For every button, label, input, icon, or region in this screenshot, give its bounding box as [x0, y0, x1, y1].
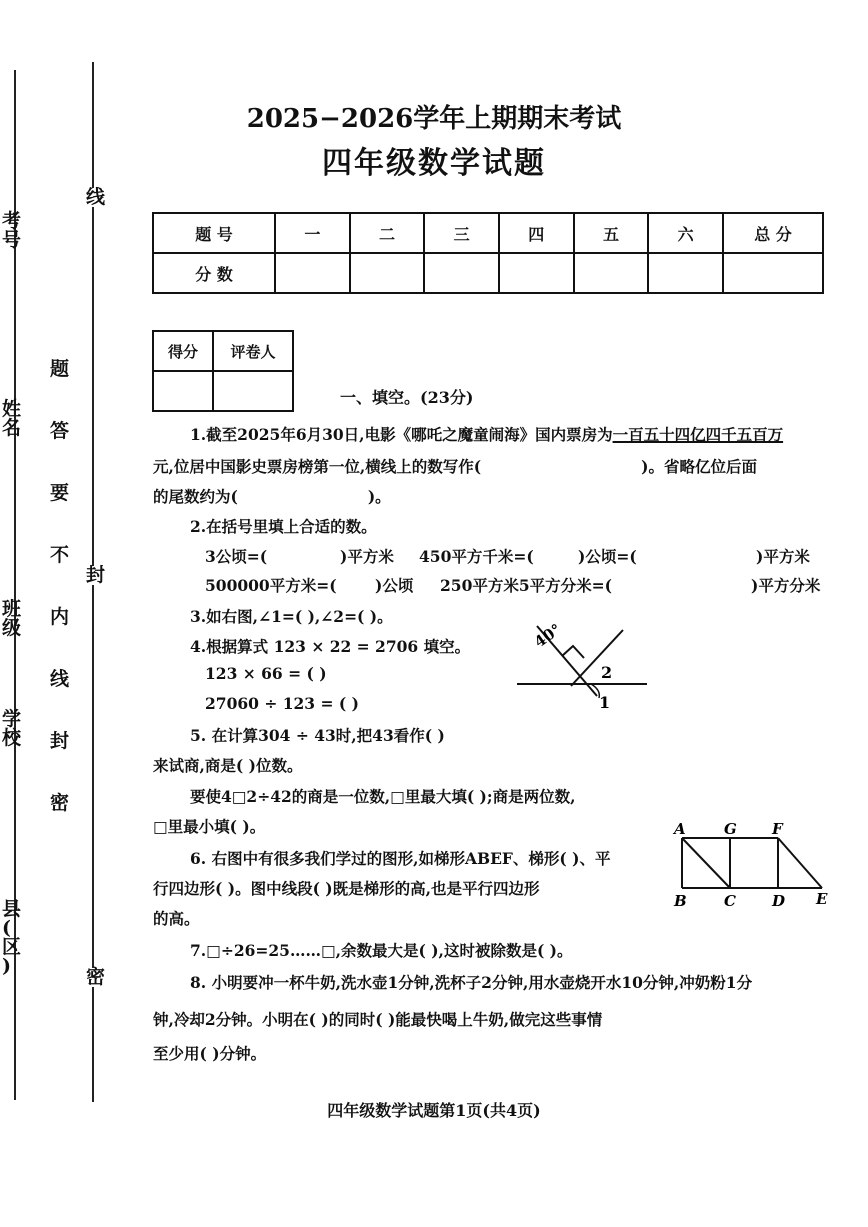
question-5-line-1: 5. 在计算304 ÷ 43时,把43看作( )	[190, 726, 445, 745]
score-header-cell: 六	[648, 213, 723, 253]
seal-word-seal: 封	[86, 564, 106, 586]
q2-item: 250平方米5平方分米=(	[440, 576, 612, 595]
seal-word-line: 线	[86, 186, 106, 208]
score-header-cell: 五	[574, 213, 649, 253]
question-6-line-2: 行四边形( )。图中线段( )既是梯形的高,也是平行四边形	[153, 879, 540, 898]
grader-input-row	[153, 371, 293, 411]
question-1-line-1	[190, 423, 783, 445]
point-label-D: D	[772, 892, 786, 910]
score-cell[interactable]	[648, 253, 723, 293]
q1-underlined-number: 一百五十四亿四千五百万	[612, 425, 784, 444]
notice-char: 封	[50, 730, 70, 752]
question-3: 3.如右图,∠1=( ),∠2=( )。	[190, 607, 393, 626]
score-cell[interactable]	[275, 253, 350, 293]
point-label-B: B	[674, 892, 687, 910]
q2-item: 500000平方米=(	[205, 576, 337, 595]
q2-item: )平方米	[340, 547, 394, 566]
margin-label-class: 班 级	[2, 598, 22, 639]
q1-text-e: )。	[367, 487, 391, 506]
notice-char: 不	[50, 544, 70, 566]
question-4-stem: 4.根据算式 123 × 22 = 2706 填空。	[190, 637, 471, 656]
score-header-cell: 总 分	[723, 213, 823, 253]
margin-label-name: 姓 名	[2, 398, 22, 439]
score-cell[interactable]	[350, 253, 425, 293]
q1-text-a: 1.截至2025年6月30日,电影《哪吒之魔童闹海》国内票房为	[190, 425, 613, 444]
question-1-line-3	[153, 485, 391, 507]
score-header-cell: 四	[499, 213, 574, 253]
grader-box	[152, 330, 294, 412]
q2-item: )公顷=(	[578, 547, 637, 566]
q1-text-c: )。省略亿位后面	[641, 457, 757, 476]
grader-score-cell[interactable]	[153, 371, 213, 411]
q2-item: 450平方千米=(	[419, 547, 534, 566]
question-8-line-2: 钟,冷却2分钟。小明在( )的同时( )能最快喝上牛奶,做完这些事情	[153, 1010, 603, 1029]
score-table-score-row	[153, 253, 823, 293]
score-cell[interactable]	[499, 253, 574, 293]
question-6-line-1: 6. 右图中有很多我们学过的图形,如梯形ABEF、梯形( )、平	[190, 849, 611, 868]
q2-item: )平方分米	[751, 576, 821, 595]
notice-char: 内	[50, 606, 70, 628]
score-header-cell: 三	[424, 213, 499, 253]
q2-item: 3公顷=(	[205, 547, 268, 566]
seal-word-secret: 密	[86, 966, 106, 988]
question-5-line-3: 要使4□2÷42的商是一位数,□里最大填( );商是两位数,	[190, 787, 576, 806]
question-4-a: 123 × 66 = ( )	[205, 664, 327, 683]
angle-label-40: 40°	[530, 620, 565, 652]
margin-label-exam-number: 考 号	[2, 210, 22, 251]
question-8-line-3: 至少用( )分钟。	[153, 1044, 267, 1063]
score-row-label: 分 数	[153, 253, 275, 293]
grader-header-score: 得分	[153, 331, 213, 371]
notice-char: 题	[50, 358, 70, 380]
score-cell[interactable]	[723, 253, 823, 293]
q2-item: )平方米	[756, 547, 810, 566]
grader-name-cell[interactable]	[213, 371, 293, 411]
page-footer: 四年级数学试题第1页(共4页)	[327, 1101, 541, 1120]
angle-slanted-line-b	[571, 630, 623, 686]
exam-title: 2025−2026学年上期期末考试	[246, 104, 622, 134]
grader-header-row	[153, 331, 293, 371]
question-1-line-2	[153, 455, 757, 477]
point-label-E: E	[816, 890, 828, 908]
score-table-header-row	[153, 213, 823, 253]
section-title: 一、填空。(23分)	[340, 388, 474, 407]
notice-char: 要	[50, 482, 70, 504]
question-7: 7.□÷26=25……□,余数最大是( ),这时被除数是( )。	[190, 941, 573, 960]
score-header-cell: 一	[275, 213, 350, 253]
grader-header-grader: 评卷人	[213, 331, 293, 371]
point-label-G: G	[724, 820, 737, 838]
right-angle-mark	[562, 646, 584, 658]
point-label-A: A	[674, 820, 686, 838]
angle-figure	[515, 620, 650, 710]
score-header-cell: 题 号	[153, 213, 275, 253]
question-5-line-4: □里最小填( )。	[153, 817, 266, 836]
question-8-line-1: 8. 小明要冲一杯牛奶,洗水壶1分钟,洗杯子2分钟,用水壶烧开水10分钟,冲奶粉1分	[190, 973, 753, 992]
score-header-cell: 二	[350, 213, 425, 253]
point-label-F: F	[772, 820, 783, 838]
point-label-C: C	[724, 892, 736, 910]
notice-char: 答	[50, 420, 70, 442]
question-6-line-3: 的高。	[153, 909, 200, 928]
trapezoid-figure	[672, 822, 832, 914]
score-cell[interactable]	[424, 253, 499, 293]
notice-char: 密	[50, 792, 70, 814]
question-2-stem: 2.在括号里填上合适的数。	[190, 517, 377, 536]
angle-label-2: 2	[601, 663, 613, 682]
score-table	[152, 212, 824, 294]
score-cell[interactable]	[574, 253, 649, 293]
segment-FE	[778, 838, 822, 888]
notice-char: 线	[50, 668, 70, 690]
exam-subtitle: 四年级数学试题	[322, 146, 546, 181]
angle-label-1: 1	[599, 693, 611, 712]
segment-AC	[682, 838, 730, 888]
margin-label-school: 学 校	[2, 708, 22, 749]
margin-label-district: 县 ( 区 )	[2, 898, 22, 977]
question-4-b: 27060 ÷ 123 = ( )	[205, 694, 359, 713]
question-5-line-2: 来试商,商是( )位数。	[153, 756, 303, 775]
q1-text-b: 元,位居中国影史票房榜第一位,横线上的数写作(	[153, 457, 482, 476]
q1-text-d: 的尾数约为(	[153, 487, 238, 506]
q2-item: )公顷	[375, 576, 414, 595]
